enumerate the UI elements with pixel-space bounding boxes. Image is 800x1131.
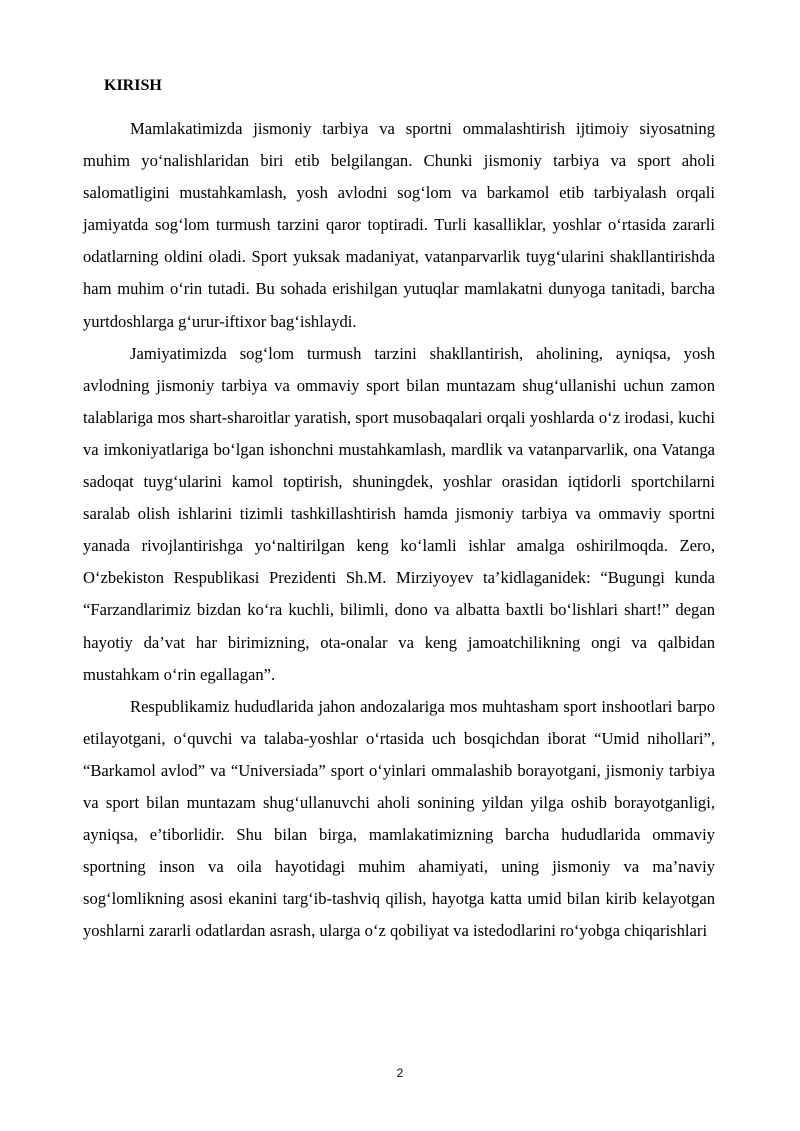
- page-number: 2: [396, 1066, 404, 1080]
- paragraph-3: Respublikamiz hududlarida jahon andozalariga mos muhtasham sport inshootlari barpo etilayotgani, o‘quvchi va talaba-yoshlar o‘rtasida uch bosqichdan iborat “Umid nihollari”, “Barkamol avlod” va “Universiada” sport o‘yinlari ommalashib borayotgani, jismoniy tarbiya va sport bilan muntazam shug‘ullanuvchi aholi sonining yildan yilga oshib borayotganligi, ayniqsa, e’tiborlidir. Shu bilan birga, mamlakatimizning barcha hududlarida ommaviy sportning inson va oila hayotidagi muhim ahamiyati, uning jismoniy va ma’naviy sog‘lomlikning asosi ekanini targ‘ib-tashviq qilish, hayotga katta umid bilan kirib kelayotgan yoshlarni zararli odatlardan asrash, ularga o‘z qobiliyat va istedodlarini ro‘yobga chiqarishlari: [83, 696, 715, 941]
- paragraph-2: Jamiyatimizda sog‘lom turmush tarzini shakllantirish, aholining, ayniqsa, yosh avlodning jismoniy tarbiya va ommaviy sport bilan muntazam shug‘ullanishi uchun zamon talablariga mos shart-sharoitlar yaratish, sport musobaqalari orqali yoshlarda o‘z irodasi, kuchi va imkoniyatlariga bo‘lgan ishonchni mustahkamlash, mardlik va vatanparvarlik, ona Vatanga sadoqat tuyg‘ularini kamol toptirish, shuningdek, yoshlar orasidan iqtidorli sportchilarni saralab olish ishlarini tizimli tashkillashtirish hamda jismoniy tarbiya va ommaviy sportni yanada rivojlantirishga yo‘naltirilgan keng ko‘lamli ishlar amalga oshirilmoqda. Zero, O‘zbekiston Respublikasi Prezidenti Sh.M. Mirziyoyev ta’kidlaganidek: “Bugungi kunda “Farzandlarimiz bizdan ko‘ra kuchli, bilimli, dono va albatta baxtli bo‘lishlari shart!” degan hayotiy da’vat har birimizning, ota-onalar va keng jamoatchilikning ongi va qalbidan mustahkam o‘rin egallagan”.: [83, 343, 715, 684]
- section-heading: KIRISH: [104, 77, 162, 94]
- paragraph-1: Mamlakatimizda jismoniy tarbiya va sportni ommalashtirish ijtimoiy siyosatning muhim yo‘nalishlaridan biri etib belgilangan. Chunki jismoniy tarbiya va sport aholi salomatligini mustahkamlash, yosh avlodni sog‘lom va barkamol etib tarbiyalash orqali jamiyatda sog‘lom turmush tarzini qaror toptiradi. Turli kasalliklar, yoshlar o‘rtasida zararli odatlarning oldini oladi. Sport yuksak madaniyat, vatanparvarlik tuyg‘ularini shakllantirishda ham muhim o‘rin tutadi. Bu sohada erishilgan yutuqlar mamlakatni dunyoga tanitadi, barcha yurtdoshlarga g‘urur-iftixor bag‘ishlaydi.: [83, 119, 715, 331]
- body-text: [83, 113, 715, 947]
